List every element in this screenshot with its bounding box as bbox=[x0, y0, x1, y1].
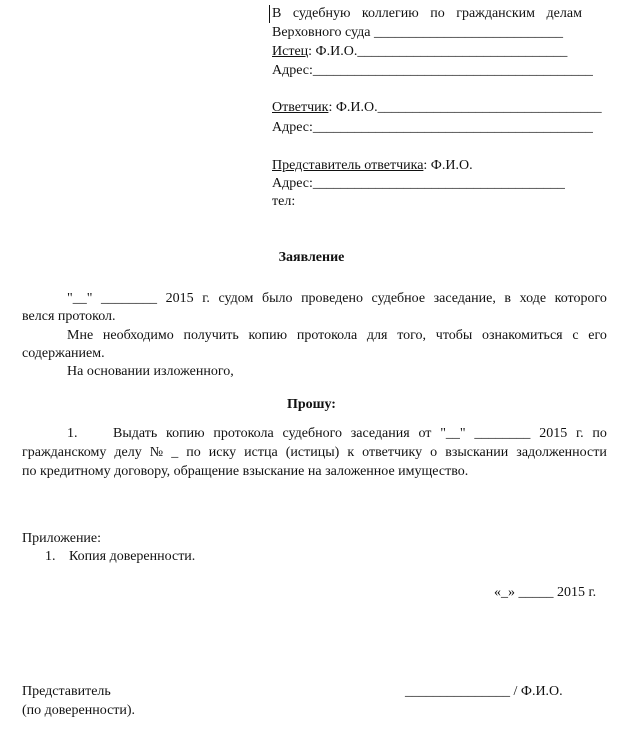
attachment-label: Приложение: bbox=[22, 531, 102, 546]
plaintiff-address: Адрес:________________________________________ bbox=[272, 63, 593, 78]
defendant-label: Ответчик bbox=[272, 100, 329, 115]
word: Выдать bbox=[113, 426, 158, 441]
word: заседание, bbox=[433, 291, 496, 306]
word: коллегию bbox=[361, 6, 419, 21]
word: от bbox=[418, 426, 432, 441]
word: чтобы bbox=[435, 328, 473, 343]
word: 2015 bbox=[165, 291, 194, 306]
plaintiff-line bbox=[272, 43, 567, 61]
signature-line: _______________ / Ф.И.О. bbox=[405, 684, 563, 699]
word: В bbox=[272, 6, 282, 21]
word: копию bbox=[248, 328, 288, 343]
signature-basis: (по доверенности). bbox=[22, 703, 136, 718]
supreme-court-line: Верховного суда ___________________________ bbox=[272, 25, 563, 40]
word: получить bbox=[183, 328, 239, 343]
word: ________ bbox=[101, 291, 158, 306]
representative-phone: тел: bbox=[272, 194, 296, 209]
request-title: Прошу: bbox=[287, 397, 336, 412]
word: по bbox=[430, 6, 445, 21]
word: иску bbox=[208, 445, 237, 460]
signature-role: Представитель bbox=[22, 684, 111, 699]
attachment-item-text: Копия доверенности. bbox=[69, 549, 196, 564]
statement-paragraph-2-line-1 bbox=[67, 327, 607, 345]
statement-title: Заявление bbox=[278, 250, 345, 265]
defendant-value: : Ф.И.О.________________________________ bbox=[328, 100, 602, 115]
defendant-line bbox=[272, 99, 602, 117]
word: "__" bbox=[440, 426, 466, 441]
word: проведено bbox=[301, 291, 363, 306]
word: необходимо bbox=[102, 328, 174, 343]
word: по bbox=[592, 426, 607, 441]
word: которого bbox=[554, 291, 607, 306]
representative-value: : Ф.И.О. bbox=[423, 158, 473, 173]
word: в bbox=[504, 291, 512, 306]
word: ________ bbox=[474, 426, 531, 441]
word: г. bbox=[202, 291, 210, 306]
word: судебную bbox=[292, 6, 351, 21]
word: для bbox=[366, 328, 388, 343]
word: гражданским bbox=[456, 6, 536, 21]
word: копию bbox=[166, 426, 205, 441]
word: к bbox=[347, 445, 355, 460]
request-item-line-3: по кредитному договору, обращение взыскание на заложенное имущество. bbox=[22, 464, 469, 479]
statement-paragraph-1-line-2: велся протокол. bbox=[22, 309, 116, 324]
representative-label: Представитель ответчика bbox=[272, 158, 424, 173]
text-cursor bbox=[269, 5, 270, 23]
word: взыскании bbox=[445, 445, 509, 460]
word: судебного bbox=[282, 426, 342, 441]
word: по bbox=[186, 445, 201, 460]
word: _ bbox=[171, 445, 179, 460]
word: о bbox=[430, 445, 438, 460]
attachment-item-number: 1. bbox=[45, 549, 56, 564]
word: гражданскому bbox=[22, 445, 107, 460]
word: протокола bbox=[213, 426, 274, 441]
word: Мне bbox=[67, 328, 94, 343]
request-item-line-1 bbox=[113, 425, 607, 443]
statement-paragraph-3: На основании изложенного, bbox=[67, 364, 234, 379]
word: задолженности bbox=[516, 445, 607, 460]
word: протокола bbox=[296, 328, 358, 343]
word: ответчику bbox=[362, 445, 423, 460]
word: № bbox=[149, 445, 164, 460]
request-item-number: 1. bbox=[67, 426, 78, 441]
statement-paragraph-2-line-2: содержанием. bbox=[22, 346, 105, 361]
defendant-address: Адрес:________________________________________ bbox=[272, 120, 593, 135]
request-item-line-2 bbox=[22, 444, 607, 462]
word: истца bbox=[244, 445, 278, 460]
representative-line bbox=[272, 157, 473, 175]
word: делам bbox=[546, 6, 582, 21]
word: судебное bbox=[371, 291, 426, 306]
word: судом bbox=[218, 291, 254, 306]
word: 2015 bbox=[539, 426, 568, 441]
plaintiff-value: : Ф.И.О.______________________________ bbox=[308, 44, 568, 59]
court-addressee-line bbox=[272, 5, 582, 23]
word: ходе bbox=[519, 291, 547, 306]
word: г. bbox=[575, 426, 584, 441]
word: ознакомиться bbox=[482, 328, 563, 343]
plaintiff-label: Истец bbox=[272, 44, 309, 59]
statement-paragraph-1-line-1 bbox=[67, 290, 607, 308]
word: его bbox=[588, 328, 607, 343]
word: того, bbox=[397, 328, 427, 343]
word: было bbox=[261, 291, 293, 306]
word: (истицы) bbox=[285, 445, 340, 460]
date-line: «_» _____ 2015 г. bbox=[494, 585, 597, 600]
word: делу bbox=[114, 445, 142, 460]
word: с bbox=[572, 328, 579, 343]
representative-address: Адрес:____________________________________ bbox=[272, 176, 565, 191]
word: заседания bbox=[350, 426, 410, 441]
word: "__" bbox=[67, 291, 93, 306]
